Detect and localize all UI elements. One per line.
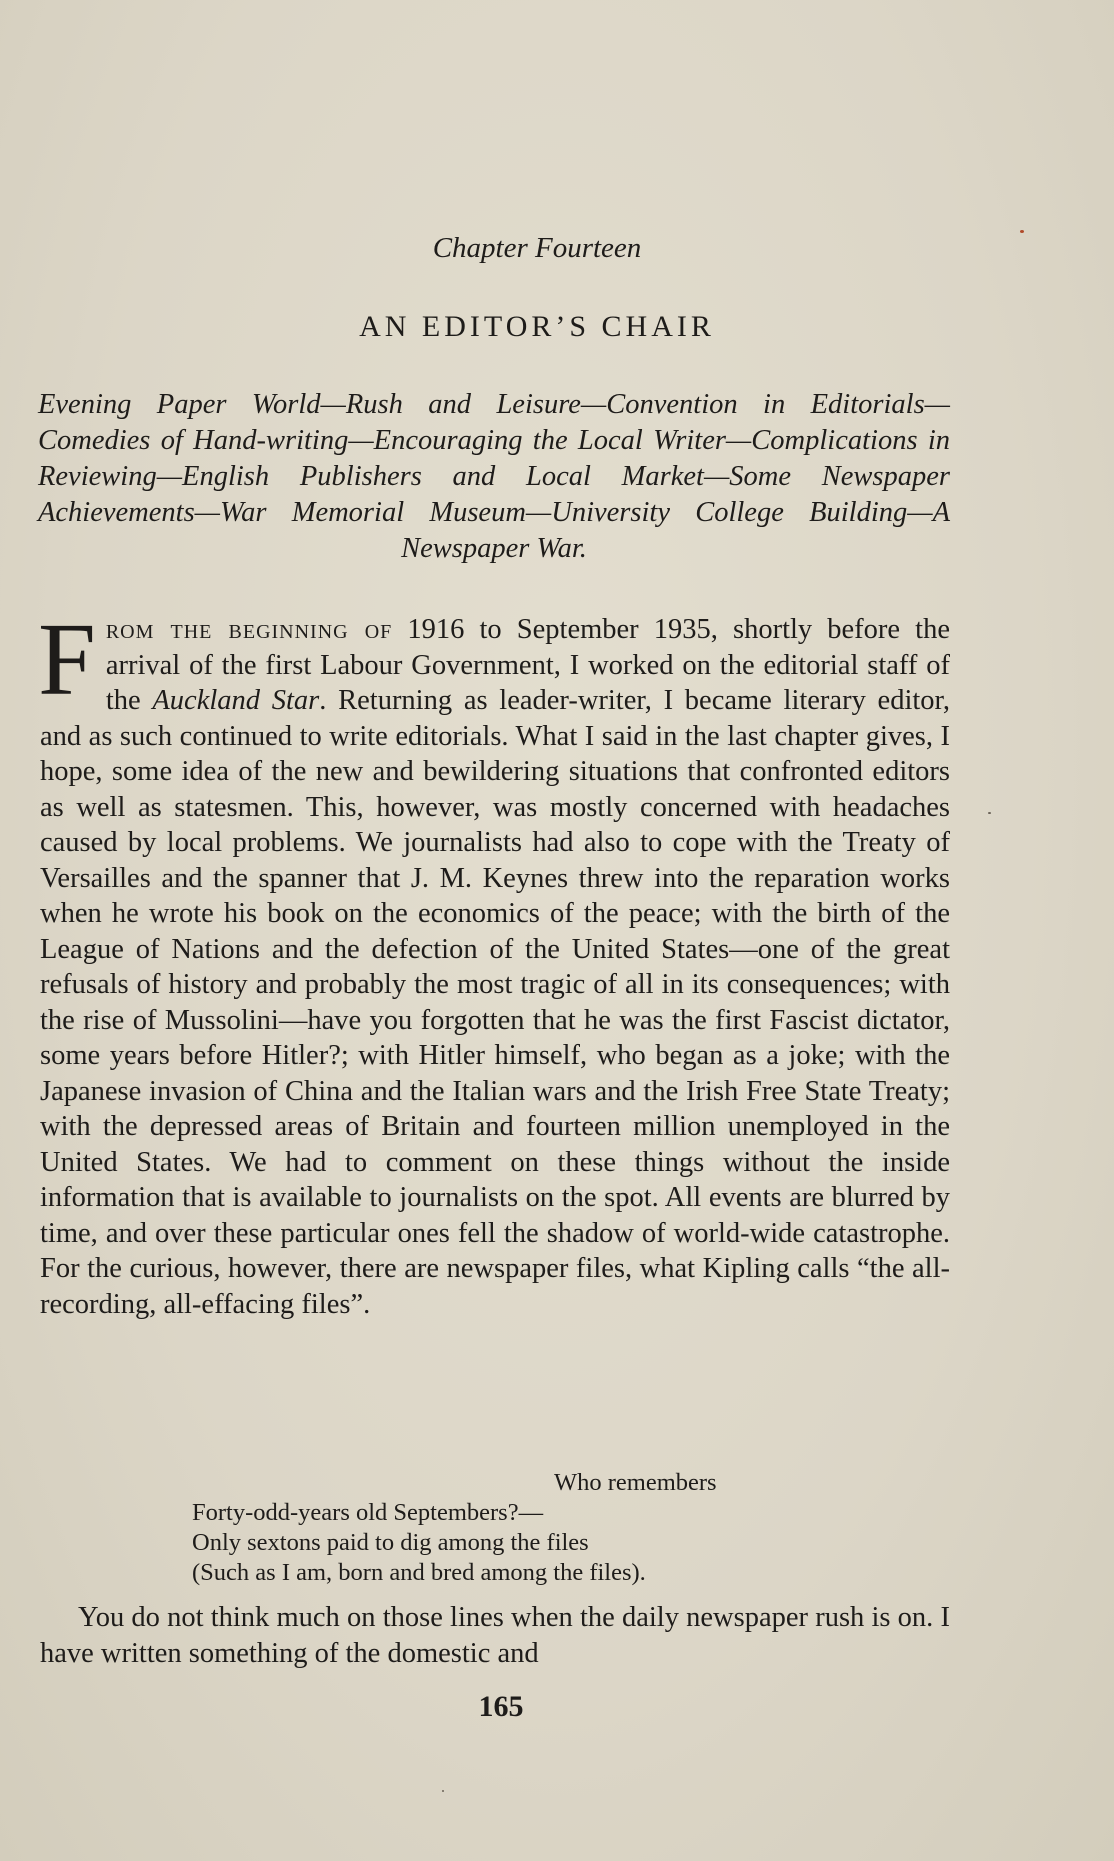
page-number: 165 <box>478 1690 524 1723</box>
chapter-title: AN EDITOR’S CHAIR <box>359 310 715 343</box>
newspaper-title: Auckland Star <box>152 685 320 716</box>
paper-speck <box>988 812 991 814</box>
paper-speck <box>442 1790 444 1792</box>
paragraph-text: 1916 to September 1935, shortly before the arrival of the first Labour Government, I worked on the editorial staff of the <box>105 614 950 716</box>
body-paragraph <box>38 602 951 1322</box>
drop-cap: F <box>38 602 96 717</box>
chapter-synopsis: Evening Paper World—Rush and Leisure—Convention in Editorials—Comedies of Hand-writing—Encouraging the Local Writer—Complications in Reviewing—English Publishers and Local Market—Some Newspaper Achievements—War Memorial Museum—University College Building—A Newspaper War. <box>38 389 950 564</box>
verse-quote <box>192 1468 812 1588</box>
small-caps-opening: rom the beginning of <box>105 614 393 645</box>
continuation-paragraph: You do not think much on those lines when the daily newspaper rush is on. I have written something of the domestic and <box>40 1602 950 1669</box>
chapter-label: Chapter Fourteen <box>432 232 642 264</box>
paper-speck <box>1020 230 1024 233</box>
verse-line: Forty-odd-years old Septembers?— <box>192 1499 544 1526</box>
verse-line: Only sextons paid to dig among the files <box>192 1529 589 1556</box>
verse-line: (Such as I am, born and bred among the files). <box>192 1559 646 1586</box>
paragraph-text-rest: . Returning as leader-writer, I became literary editor, and as such continued to write editorials. What I said in the last chapter gives, I hope, some idea of the new and bewildering situations that confronted editors as well as statesmen. This, however, was mostly concerned with headaches caused by local problems. We journalists had also to cope with the Treaty of Versailles and the spanner that J. M. Keynes threw into the reparation works when he wrote his book on the economics of the peace; with the birth of the League of Nations and the defection of the United States—one of the great refusals of history and probably the most tragic of all in its consequences; with the rise of Mussolini—have you forgotten that he was the first Fascist dictator, some years before Hitler?; with Hitler himself, who began as a joke; with the Japanese invasion of China and the Italian wars and the Irish Free State Treaty; with the depressed areas of Britain and fourteen million unemployed in the United States. We had to comment on these things without the inside information that is available to journalists on the spot. All events are blurred by time, and over these particular ones fell the shadow of world-wide catastrophe. For the curious, however, there are newspaper files, what Kipling calls “the all-recording, all-effacing files”. <box>40 685 951 1320</box>
verse-line: Who remembers <box>554 1469 717 1496</box>
